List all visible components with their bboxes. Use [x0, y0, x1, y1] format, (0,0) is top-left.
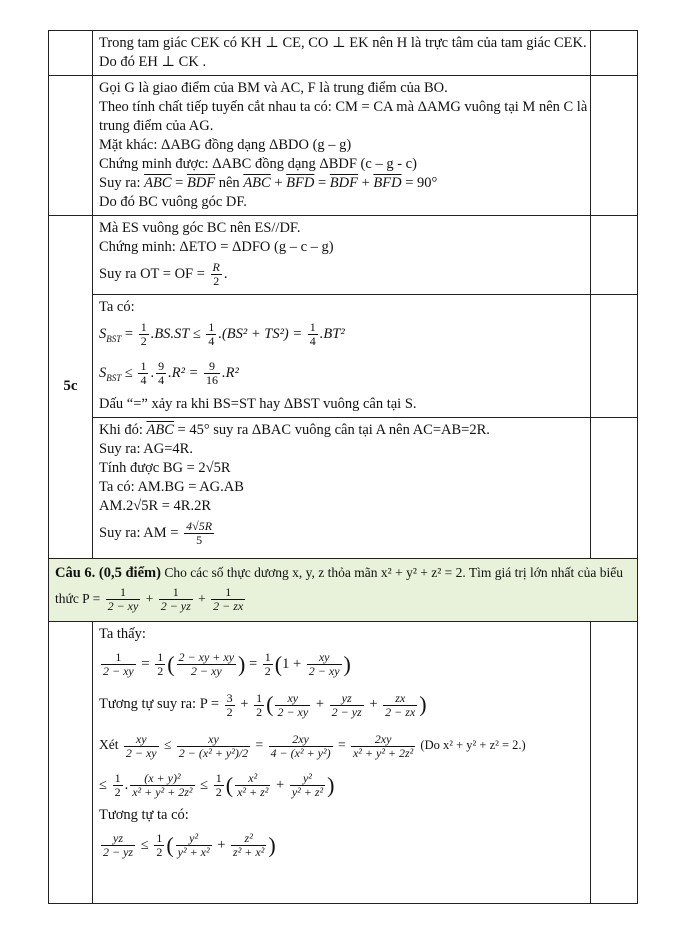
- fraction: [204, 360, 220, 387]
- table-row: [49, 295, 638, 418]
- fraction: [263, 651, 273, 678]
- numerator: 1: [215, 771, 222, 786]
- subscript: BST: [106, 333, 122, 344]
- text: =: [171, 175, 187, 191]
- solution-cell: [93, 295, 591, 418]
- subscript: BST: [106, 372, 122, 383]
- text-line: [99, 644, 586, 685]
- numerator: 3: [226, 690, 233, 705]
- question-6-cell: [49, 558, 638, 621]
- denominator: 2: [256, 704, 263, 719]
- numerator: 1: [256, 690, 263, 705]
- text: Tương tự suy ra: P =: [99, 696, 223, 713]
- text: .BT²: [319, 326, 345, 342]
- denominator: 2 − xy: [190, 663, 222, 678]
- numerator: yz: [330, 692, 364, 706]
- solution-cell: [93, 76, 591, 216]
- fraction: [138, 360, 148, 387]
- numerator: (x + y)²: [130, 772, 194, 786]
- fraction: [231, 832, 266, 859]
- score-cell: [591, 295, 638, 418]
- numerator: 2 − xy + xy: [178, 649, 235, 664]
- text-line: Dấu “=” xảy ra khi BS=ST hay ΔBST vuông cân tại S.: [99, 395, 417, 412]
- denominator: y² + z²: [291, 785, 324, 800]
- text: +: [365, 696, 382, 713]
- text-line: Suy ra: AG=4R.: [99, 440, 193, 457]
- fraction: [235, 772, 270, 799]
- denominator: 2 − xy: [308, 663, 340, 678]
- text-line: Ta có:: [99, 299, 135, 315]
- angle-mark: $\overline{ABC}$: [146, 421, 174, 438]
- numerator: 9: [158, 359, 165, 374]
- fraction: [308, 321, 318, 348]
- solution-cell: [93, 216, 591, 295]
- score-cell: [591, 216, 638, 295]
- question-text: Cho các số thực dương x, y, z thỏa mãn x² + y² + z² = 2. Tìm giá trị lớn nhất của biểu: [160, 564, 623, 580]
- denominator: z² + x²: [233, 844, 265, 859]
- text: =: [314, 175, 330, 191]
- numerator: 1: [309, 320, 316, 335]
- text-line: [99, 174, 586, 193]
- text: +: [236, 696, 253, 713]
- text: Khi đó:: [99, 421, 147, 438]
- paren: ): [238, 651, 246, 677]
- paren: ): [419, 692, 427, 718]
- numerator: 1: [114, 771, 121, 786]
- text-line: Mặt khác: ΔABG đồng dạng ΔBDO (g – g): [99, 137, 352, 153]
- fraction: [351, 733, 415, 760]
- question-title: Câu 6. (0,5 điểm): [55, 564, 161, 581]
- fraction: [124, 733, 159, 760]
- text-line: [99, 825, 586, 866]
- text-line: trung điểm của AG.: [99, 118, 214, 134]
- score-cell: [591, 31, 638, 76]
- fraction: [101, 832, 135, 859]
- fraction: [139, 321, 149, 348]
- denominator: 2 − zx: [385, 704, 416, 719]
- text: .BS.ST ≤: [150, 326, 205, 342]
- numerator: 1: [157, 649, 164, 664]
- fraction: [154, 832, 164, 859]
- paren: ): [268, 832, 276, 858]
- score-cell: [591, 417, 638, 558]
- denominator: 2: [157, 663, 164, 678]
- text-line: Trong tam giác CEK có KH ⊥ CE, CO ⊥ EK nên H là trực tâm của tam giác CEK.: [99, 35, 587, 51]
- text: =: [334, 737, 349, 753]
- text: 1 +: [282, 655, 305, 672]
- numerator: y²: [176, 832, 212, 846]
- text: ≤: [160, 737, 175, 753]
- denominator: 2: [114, 785, 121, 800]
- text-line: Gọi G là giao điểm của BM và AC, F là trung điểm của BO.: [99, 80, 448, 96]
- text: .R² =: [168, 364, 202, 381]
- denominator: 2: [264, 663, 271, 678]
- text-line: AM.2√5R = 4R.2R: [99, 497, 212, 514]
- text-line: Ta có: AM.BG = AG.AB: [99, 478, 244, 495]
- numerator: 2xy: [269, 733, 333, 747]
- numerator: x²: [235, 772, 270, 786]
- numerator: xy: [307, 651, 342, 665]
- text: = 45° suy ra ΔBAC vuông cân tại A nên AC=AB=2R.: [173, 421, 490, 438]
- score-cell: [591, 621, 638, 903]
- denominator: 16: [205, 373, 218, 388]
- denominator: y² + x²: [177, 844, 210, 859]
- numerator: 1: [159, 586, 193, 600]
- fraction: [159, 586, 193, 613]
- text: +: [312, 696, 328, 713]
- text-line: Chứng minh được: ΔABC đồng dạng ΔBDF (c – g - c): [99, 156, 417, 172]
- fraction: [101, 651, 136, 678]
- fraction: [106, 586, 141, 613]
- text-line: [99, 725, 586, 765]
- numerator: 1: [140, 359, 147, 374]
- text-line: [99, 421, 586, 440]
- text: .: [150, 364, 155, 381]
- text: =: [137, 655, 154, 672]
- denominator: 2 − (x² + y²)/2: [178, 745, 249, 760]
- solution-cell: [93, 417, 591, 558]
- angle-mark: $\overline{BDF}$: [186, 175, 216, 191]
- numerator: z²: [231, 832, 266, 846]
- denominator: 2 − xy: [125, 745, 157, 760]
- fraction: [330, 692, 364, 719]
- text: +: [270, 175, 287, 191]
- question-label-cell: [49, 216, 93, 559]
- question-label-5c: 5c: [63, 378, 78, 395]
- text: ≤: [99, 777, 111, 794]
- paren: (: [274, 651, 283, 677]
- text: = 90°: [401, 175, 438, 191]
- text-line: Mà ES vuông góc BC nên ES//DF.: [99, 220, 301, 236]
- text-line: Ta thấy:: [99, 625, 146, 642]
- paren: ): [343, 651, 351, 677]
- question-label-cell: [49, 31, 93, 76]
- text: =: [121, 326, 137, 342]
- angle-mark: $\overline{ABC}$: [144, 175, 172, 191]
- angle-mark: $\overline{BFD}$: [373, 175, 402, 191]
- numerator: 1: [156, 830, 163, 845]
- denominator: 2 − yz: [331, 704, 362, 719]
- text-line: Do đó EH ⊥ CK .: [99, 54, 207, 70]
- fraction: [275, 692, 310, 719]
- numerator: 1: [140, 320, 147, 335]
- denominator: 2 − xy: [277, 704, 309, 719]
- table-row: [49, 76, 638, 216]
- text: ≤: [137, 836, 153, 853]
- numerator: R: [212, 260, 220, 275]
- denominator: 5: [196, 532, 203, 547]
- numerator: 1: [211, 586, 245, 600]
- text-line: [55, 562, 631, 584]
- fraction: [383, 692, 417, 719]
- text-line: [99, 684, 586, 725]
- table-row: [49, 216, 638, 295]
- text: S: [99, 326, 107, 342]
- text: .: [124, 777, 129, 794]
- denominator: 2 − xy: [103, 663, 134, 678]
- text: Xét: [99, 737, 122, 753]
- paren: (: [166, 832, 174, 858]
- question-text: thức P =: [55, 590, 104, 606]
- solution-cell: [93, 31, 591, 76]
- denominator: x² + y² + 2z²: [132, 785, 193, 800]
- paren: (: [225, 772, 234, 798]
- denominator: 2 − yz: [103, 844, 134, 859]
- paren: (: [266, 692, 274, 718]
- denominator: 2: [215, 785, 222, 800]
- fraction: [176, 832, 212, 859]
- text: Suy ra: AM =: [99, 524, 183, 541]
- denominator: x² + y² + 2z²: [352, 745, 414, 760]
- fraction: [269, 733, 333, 760]
- text: +: [213, 836, 230, 853]
- fraction: [211, 261, 222, 288]
- question-label-cell: [49, 621, 93, 903]
- numerator: 1: [101, 651, 136, 665]
- text: Suy ra OT = OF =: [99, 266, 209, 282]
- fraction: [156, 360, 166, 387]
- numerator: 9: [204, 360, 220, 374]
- denominator: 2: [156, 844, 163, 859]
- numerator: 1: [106, 586, 141, 600]
- text: =: [252, 737, 267, 753]
- text-line: [99, 317, 586, 356]
- fraction: [307, 651, 342, 678]
- fraction: [184, 520, 214, 547]
- text: .(BS² + TS²) =: [218, 326, 306, 342]
- score-cell: [591, 76, 638, 216]
- fraction: [113, 772, 123, 799]
- text: ≤: [196, 777, 212, 794]
- numerator: 1: [264, 649, 271, 664]
- denominator: 2 − xy: [107, 599, 139, 614]
- question-6-header: [49, 558, 638, 621]
- denominator: 4: [208, 334, 215, 349]
- text: .: [223, 266, 228, 282]
- denominator: 4: [309, 334, 316, 349]
- text-line: [99, 765, 586, 806]
- fraction: [211, 586, 245, 613]
- paren: ): [327, 772, 335, 798]
- text: Suy ra:: [99, 175, 145, 191]
- numerator: 1: [208, 320, 215, 335]
- table-row: [49, 621, 638, 903]
- denominator: 4 − (x² + y²): [270, 745, 331, 760]
- fraction: [177, 733, 250, 760]
- denominator: 4: [140, 373, 147, 388]
- text: =: [245, 655, 261, 672]
- text-line: [55, 584, 631, 614]
- numerator: zx: [383, 692, 417, 706]
- fraction: [254, 692, 264, 719]
- fraction: [130, 772, 194, 799]
- text-line: [99, 516, 586, 550]
- text: +: [357, 175, 374, 191]
- table-row: [49, 31, 638, 76]
- numerator: yz: [101, 832, 135, 846]
- note-text: (Do x² + y² + z² = 2.): [417, 738, 526, 753]
- text: .R²: [221, 364, 239, 381]
- fraction: [177, 651, 237, 678]
- angle-mark: $\overline{BDF}$: [329, 175, 358, 191]
- denominator: 4: [158, 373, 165, 388]
- text-line: Chứng minh: ΔETO = ΔDFO (g – c – g): [99, 239, 334, 255]
- question-label-cell: [49, 76, 93, 216]
- numerator: xy: [124, 733, 159, 747]
- solution-table: [48, 30, 638, 904]
- solution-cell: [93, 621, 591, 903]
- text-line: Theo tính chất tiếp tuyến cắt nhau ta có: CM = CA mà ΔAMG vuông tại M nên C là: [99, 99, 588, 115]
- numerator: xy: [275, 692, 310, 706]
- paren: (: [167, 651, 175, 677]
- denominator: 2: [226, 704, 233, 719]
- denominator: 2 − zx: [213, 599, 244, 614]
- angle-mark: $\overline{BFD}$: [286, 175, 315, 191]
- fraction: [290, 772, 325, 799]
- fraction: [214, 772, 224, 799]
- text-line: Tính được BG = 2√5R: [99, 459, 231, 476]
- table-row: [49, 417, 638, 558]
- text-line: Do đó BC vuông góc DF.: [99, 194, 247, 210]
- text-line: Tương tự ta có:: [99, 806, 189, 823]
- angle-mark: $\overline{ABC}$: [243, 175, 271, 191]
- fraction: [206, 321, 216, 348]
- denominator: x² + z²: [237, 785, 269, 800]
- fraction: [225, 692, 235, 719]
- text: +: [142, 590, 157, 606]
- text-line: [99, 257, 586, 291]
- text: nên: [215, 175, 244, 191]
- text: ≤: [121, 364, 137, 381]
- text: S: [99, 364, 107, 381]
- numerator: 2xy: [351, 733, 415, 747]
- text-line: [99, 356, 586, 395]
- text: +: [272, 777, 288, 794]
- denominator: 2: [213, 274, 220, 289]
- fraction: [155, 651, 165, 678]
- numerator: xy: [177, 733, 250, 747]
- numerator: 4√5R: [186, 518, 213, 533]
- denominator: 2: [140, 334, 147, 349]
- text: +: [194, 590, 210, 606]
- denominator: 2 − yz: [160, 599, 191, 614]
- numerator: y²: [290, 772, 325, 786]
